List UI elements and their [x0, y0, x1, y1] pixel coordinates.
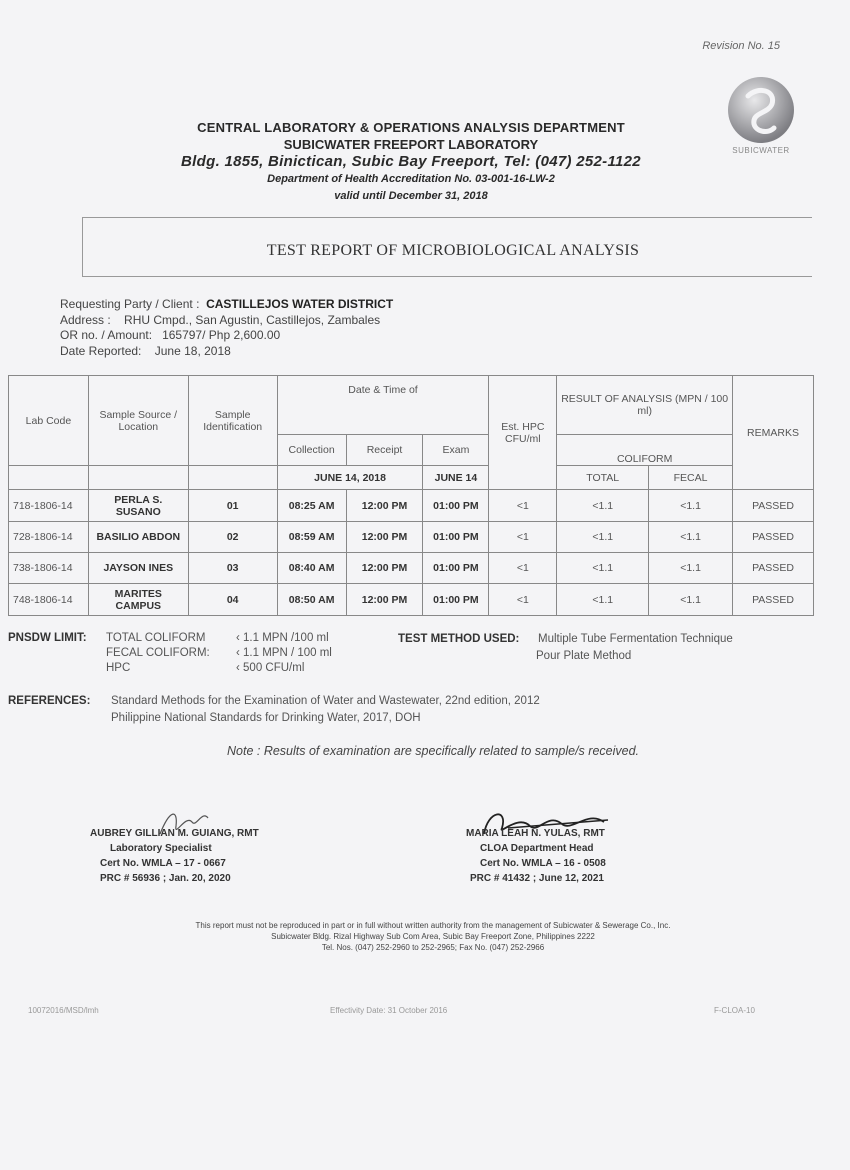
- date-label: Date Reported:: [60, 343, 142, 358]
- fecal-coliform-value: <1.1: [649, 522, 733, 553]
- limit-total-name: TOTAL COLIFORM: [106, 632, 206, 644]
- test-method: [398, 631, 798, 667]
- limit-fecal-value: ‹ 1.1 MPN / 100 ml: [236, 647, 332, 659]
- lab-code: 718-1806-14: [9, 490, 89, 522]
- client-label: Requesting Party / Client :: [60, 297, 200, 311]
- limit-total-value: ‹ 1.1 MPN /100 ml: [236, 632, 329, 644]
- sample-source: MARITES CAMPUS: [88, 584, 188, 616]
- revision-number: Revision No. 15: [702, 40, 780, 52]
- department-name: CENTRAL LABORATORY & OPERATIONS ANALYSIS DEPARTMENT: [197, 120, 625, 135]
- signatory-prc: PRC # 56936 ; Jan. 20, 2020: [100, 873, 231, 884]
- collection-time: 08:40 AM: [277, 553, 346, 584]
- signatory-role: CLOA Department Head: [480, 843, 594, 854]
- sample-id: 04: [188, 584, 277, 616]
- footer-disclaimer: This report must not be reproduced in part or in full without written authority from the management of Subicwater & Sewerage Co., Inc.: [195, 921, 671, 930]
- signatory-department-head: [466, 826, 606, 886]
- limit-fecal-name: FECAL COLIFORM:: [106, 647, 210, 659]
- footer: [0, 920, 850, 953]
- sample-id: 03: [188, 553, 277, 584]
- hpc-value: <1: [489, 553, 557, 584]
- note: Note : Results of examination are specifically related to sample/s received.: [227, 744, 639, 758]
- header-receipt: Receipt: [346, 435, 423, 466]
- fecal-coliform-value: <1.1: [649, 553, 733, 584]
- total-coliform-value: <1.1: [557, 522, 649, 553]
- header-total: TOTAL: [557, 466, 649, 490]
- header-exam: Exam: [423, 435, 489, 466]
- sample-source: PERLA S. SUSANO: [88, 490, 188, 522]
- footer-address: Subicwater Bldg. Rizal Highway Sub Com Area, Subic Bay Freeport Zone, Philippines 2222: [271, 932, 595, 941]
- collection-time: 08:59 AM: [277, 522, 346, 553]
- header-coliform: COLIFORM: [557, 435, 733, 466]
- remarks-value: PASSED: [733, 553, 814, 584]
- fecal-coliform-value: <1.1: [649, 584, 733, 616]
- limit-hpc-value: ‹ 500 CFU/ml: [236, 662, 305, 674]
- accreditation-number: Department of Health Accreditation No. 03-001-16-LW-2: [267, 173, 555, 185]
- signatory-prc: PRC # 41432 ; June 12, 2021: [470, 873, 604, 884]
- header-collection: Collection: [277, 435, 346, 466]
- address-value: RHU Cmpd., San Agustin, Castillejos, Zambales: [124, 312, 381, 327]
- signatory-name: AUBREY GILLIAN M. GUIANG, RMT: [90, 828, 259, 839]
- total-coliform-value: <1.1: [557, 553, 649, 584]
- exam-time: 01:00 PM: [423, 584, 489, 616]
- signatory-name: MARIA LEAH N. YULAS, RMT: [466, 828, 605, 839]
- lab-code: 738-1806-14: [9, 553, 89, 584]
- effectivity-date: Effectivity Date: 31 October 2016: [330, 1006, 448, 1015]
- remarks-value: PASSED: [733, 490, 814, 522]
- sample-id: 01: [188, 490, 277, 522]
- header-fecal: FECAL: [649, 466, 733, 490]
- receipt-time: 12:00 PM: [346, 490, 423, 522]
- receipt-time: 12:00 PM: [346, 522, 423, 553]
- method-multiple-tube: Multiple Tube Fermentation Technique: [538, 633, 733, 645]
- sample-source: BASILIO ABDON: [88, 522, 188, 553]
- logo-text: SUBICWATER: [732, 146, 790, 155]
- form-number: F-CLOA-10: [714, 1006, 755, 1015]
- exam-time: 01:00 PM: [423, 522, 489, 553]
- signatory-lab-specialist: [90, 826, 259, 886]
- header-result-of-analysis: RESULT OF ANALYSIS (MPN / 100 ml): [557, 376, 733, 435]
- exam-time: 01:00 PM: [423, 490, 489, 522]
- sample-id: 02: [188, 522, 277, 553]
- references: [8, 693, 708, 729]
- results-table: [8, 375, 814, 616]
- document-code: 10072016/MSD/lmh: [28, 1006, 99, 1015]
- laboratory-name: SUBICWATER FREEPORT LABORATORY: [283, 137, 539, 152]
- references-label: REFERENCES:: [8, 695, 91, 707]
- pnsdw-limit: [8, 631, 388, 681]
- report-title-box: [82, 217, 812, 277]
- fecal-coliform-value: <1.1: [649, 490, 733, 522]
- hpc-value: <1: [489, 522, 557, 553]
- remarks-value: PASSED: [733, 584, 814, 616]
- remarks-value: PASSED: [733, 522, 814, 553]
- header-sample-source: Sample Source / Location: [88, 376, 188, 466]
- header-date-time: Date & Time of: [277, 376, 489, 435]
- laboratory-address: Bldg. 1855, Binictican, Subic Bay Freeport, Tel: (047) 252-1122: [181, 153, 641, 170]
- exam-time: 01:00 PM: [423, 553, 489, 584]
- method-pour-plate: Pour Plate Method: [536, 650, 632, 662]
- footer-contact: Tel. Nos. (047) 252-2960 to 252-2965; Fax No. (047) 252-2966: [321, 943, 545, 952]
- limit-hpc-name: HPC: [106, 662, 131, 674]
- signatory-role: Laboratory Specialist: [110, 843, 212, 854]
- header-lab-code: Lab Code: [9, 376, 89, 466]
- or-value: 165797/ Php 2,600.00: [162, 328, 281, 342]
- table-row: [9, 584, 814, 616]
- header-sample-identification: Sample Identification: [188, 376, 277, 466]
- hpc-value: <1: [489, 584, 557, 616]
- exam-date: JUNE 14: [423, 466, 489, 490]
- lab-code: 728-1806-14: [9, 522, 89, 553]
- table-row: [9, 490, 814, 522]
- header-remarks: REMARKS: [733, 376, 814, 490]
- receipt-time: 12:00 PM: [346, 584, 423, 616]
- date-value: June 18, 2018: [154, 343, 231, 358]
- signatory-cert: Cert No. WMLA – 16 - 0508: [480, 858, 606, 869]
- client-info: [60, 297, 393, 359]
- receipt-time: 12:00 PM: [346, 553, 423, 584]
- or-label: OR no. / Amount:: [60, 328, 153, 342]
- collection-time: 08:50 AM: [277, 584, 346, 616]
- test-method-label: TEST METHOD USED:: [398, 633, 520, 645]
- reference-pnsdw: Philippine National Standards for Drinking Water, 2017, DOH: [111, 712, 421, 724]
- total-coliform-value: <1.1: [557, 490, 649, 522]
- table-row: [9, 553, 814, 584]
- total-coliform-value: <1.1: [557, 584, 649, 616]
- logo-icon: [718, 74, 804, 146]
- client-name: CASTILLEJOS WATER DISTRICT: [206, 297, 394, 311]
- collection-receipt-date: JUNE 14, 2018: [277, 466, 423, 490]
- sample-source: JAYSON INES: [88, 553, 188, 584]
- reference-standard-methods: Standard Methods for the Examination of Water and Wastewater, 22nd edition, 2012: [111, 695, 540, 707]
- hpc-value: <1: [489, 490, 557, 522]
- signatory-cert: Cert No. WMLA – 17 - 0667: [100, 858, 226, 869]
- collection-time: 08:25 AM: [277, 490, 346, 522]
- lab-code: 748-1806-14: [9, 584, 89, 616]
- pnsdw-limit-label: PNSDW LIMIT:: [8, 632, 87, 644]
- accreditation-validity: valid until December 31, 2018: [334, 190, 488, 202]
- address-label: Address :: [60, 312, 111, 327]
- header-est-hpc: Est. HPC CFU/ml: [489, 376, 557, 490]
- report-title: TEST REPORT OF MICROBIOLOGICAL ANALYSIS: [266, 242, 640, 259]
- table-row: [9, 522, 814, 553]
